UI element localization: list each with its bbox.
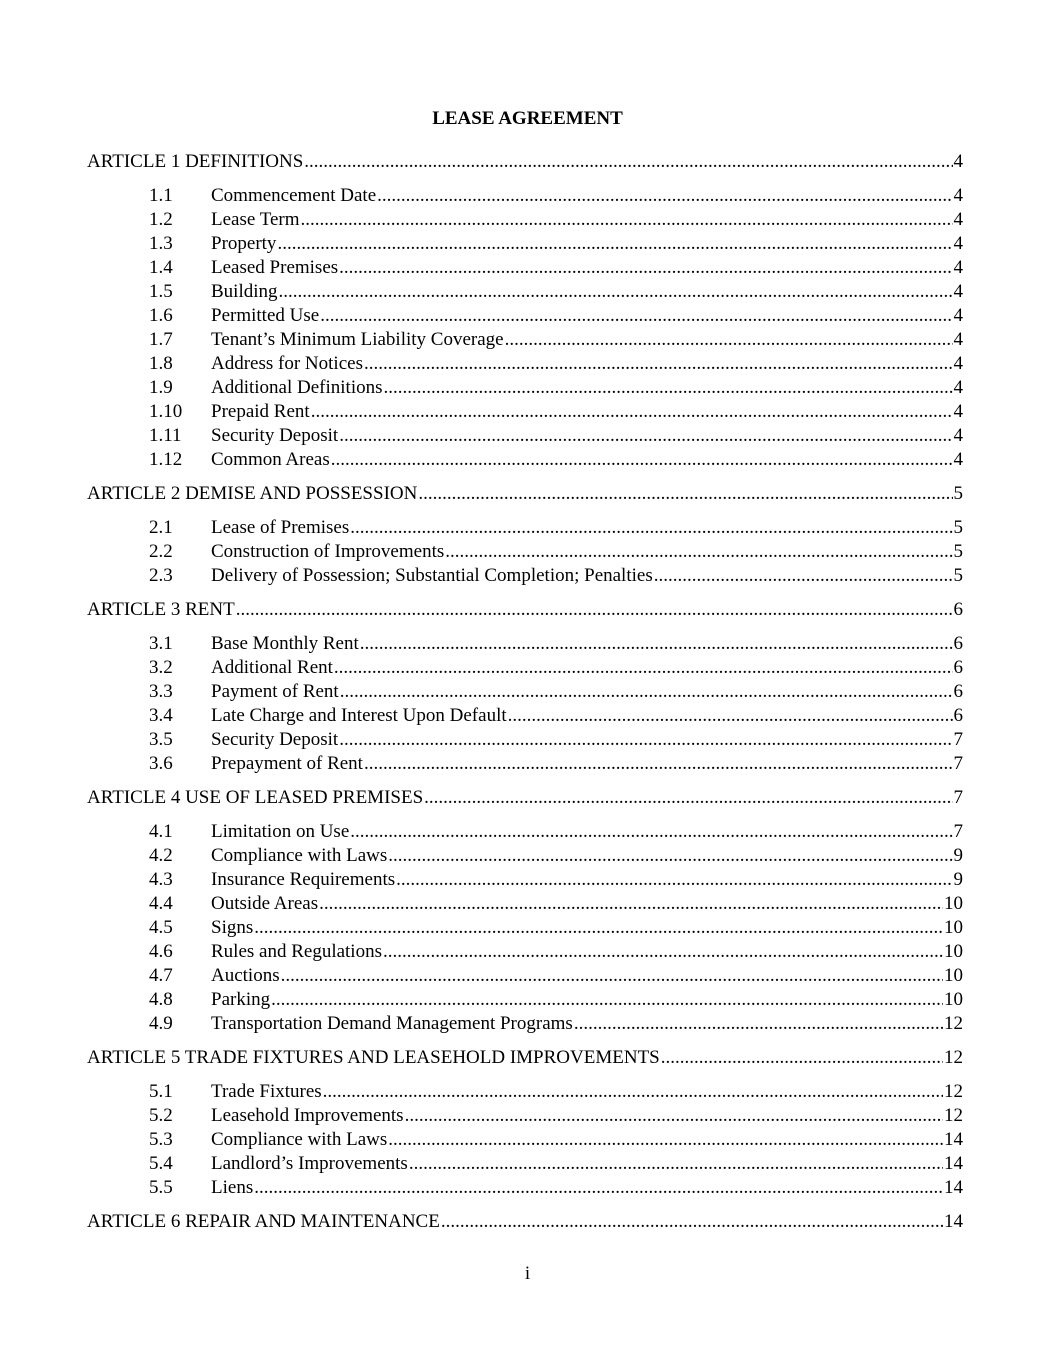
toc-section-number: 1.5 [149, 281, 173, 302]
toc-section-number: 1.11 [149, 425, 182, 446]
toc-section-entry[interactable] [87, 280, 963, 304]
dot-leader [254, 1176, 943, 1200]
dot-leader [281, 964, 943, 988]
toc-article-label: ARTICLE 6 REPAIR AND MAINTENANCE [87, 1211, 440, 1232]
toc-section-entry[interactable] [87, 632, 963, 656]
toc-page-number: 6 [953, 657, 963, 678]
toc-section-number: 4.3 [149, 869, 173, 890]
toc-section-label: Rules and Regulations [211, 941, 382, 962]
toc-page-number: 4 [953, 185, 963, 206]
toc-page-number: 12 [944, 1047, 963, 1068]
toc-section-label: Landlord’s Improvements [211, 1153, 408, 1174]
toc-section-number: 1.6 [149, 305, 173, 326]
dot-leader [279, 280, 953, 304]
dot-leader [254, 916, 943, 940]
toc-page-number: 4 [953, 329, 963, 350]
dot-leader [331, 448, 953, 472]
toc-section-number: 4.6 [149, 941, 173, 962]
toc-page-number: 14 [944, 1177, 963, 1198]
toc-section-label: Leased Premises [211, 257, 339, 278]
toc-page-number: 6 [953, 599, 963, 620]
toc-page-number: 10 [944, 965, 963, 986]
toc-section-label: Tenant’s Minimum Liability Coverage [211, 329, 504, 350]
toc-section-entry[interactable] [87, 376, 963, 400]
toc-section-entry[interactable] [87, 208, 963, 232]
toc-page-number: 12 [944, 1081, 963, 1102]
toc-section-label: Base Monthly Rent [211, 633, 359, 654]
dot-leader [384, 376, 953, 400]
toc-page-number: 4 [953, 353, 963, 374]
toc-section-entry[interactable] [87, 680, 963, 704]
dot-leader [334, 656, 953, 680]
toc-page-number: 14 [944, 1211, 963, 1232]
toc-section-label: Additional Definitions [211, 377, 383, 398]
toc-section-entry[interactable] [87, 256, 963, 280]
toc-article-entry[interactable] [87, 1046, 963, 1070]
toc-section-number: 2.1 [149, 517, 173, 538]
toc-page-number: 5 [953, 541, 963, 562]
dot-leader [339, 728, 952, 752]
document-title: LEASE AGREEMENT [432, 108, 623, 129]
toc-page-number: 7 [953, 753, 963, 774]
dot-leader [323, 1080, 943, 1104]
toc-section-number: 4.9 [149, 1013, 173, 1034]
dot-leader [304, 150, 952, 174]
toc-section-label: Compliance with Laws [211, 845, 388, 866]
toc-section-entry[interactable] [87, 844, 963, 868]
toc-section-label: Additional Rent [211, 657, 333, 678]
toc-page-number: 6 [953, 681, 963, 702]
toc-page-number: 7 [953, 729, 963, 750]
toc-section-entry[interactable] [87, 1080, 963, 1104]
toc-page-number: 10 [944, 989, 963, 1010]
toc-section-label: Security Deposit [211, 729, 339, 750]
toc-section-entry[interactable] [87, 656, 963, 680]
toc-page-number: 7 [953, 821, 963, 842]
toc-page-number: 10 [944, 917, 963, 938]
toc-section-label: Security Deposit [211, 425, 339, 446]
toc-page-number: 4 [953, 377, 963, 398]
toc-section-entry[interactable] [87, 868, 963, 892]
toc-section-label: Property [211, 233, 277, 254]
toc-section-number: 2.2 [149, 541, 173, 562]
toc-section-entry[interactable] [87, 1152, 963, 1176]
dot-leader [271, 988, 943, 1012]
toc-section-label: Building [211, 281, 278, 302]
toc-section-number: 1.4 [149, 257, 173, 278]
toc-section-number: 3.4 [149, 705, 173, 726]
dot-leader [364, 352, 953, 376]
dot-leader [383, 940, 943, 964]
toc-page-number: 4 [953, 151, 963, 172]
toc-section-entry[interactable] [87, 232, 963, 256]
toc-section-entry[interactable] [87, 916, 963, 940]
dot-leader [409, 1152, 943, 1176]
toc-page-number: 9 [953, 869, 963, 890]
toc-page-number: 4 [953, 233, 963, 254]
dot-leader [277, 232, 952, 256]
toc-section-number: 1.1 [149, 185, 173, 206]
dot-leader [340, 680, 953, 704]
toc-section-label: Delivery of Possession; Substantial Completion; Penalties [211, 565, 653, 586]
toc-section-label: Lease of Premises [211, 517, 350, 538]
toc-section-label: Outside Areas [211, 893, 319, 914]
toc-section-entry[interactable] [87, 752, 963, 776]
toc-section-number: 5.1 [149, 1081, 173, 1102]
toc-page-number: 4 [953, 305, 963, 326]
dot-leader [396, 868, 952, 892]
toc-section-entry[interactable] [87, 352, 963, 376]
toc-section-entry[interactable] [87, 964, 963, 988]
toc-section-label: Leasehold Improvements [211, 1105, 404, 1126]
toc-section-label: Prepayment of Rent [211, 753, 363, 774]
toc-section-number: 5.5 [149, 1177, 173, 1198]
dot-leader [418, 482, 952, 506]
toc-section-label: Trade Fixtures [211, 1081, 322, 1102]
toc-section-label: Prepaid Rent [211, 401, 310, 422]
dot-leader [424, 786, 952, 810]
toc-section-entry[interactable] [87, 540, 963, 564]
dot-leader [364, 752, 953, 776]
toc-section-entry[interactable] [87, 184, 963, 208]
toc-section-label: Lease Term [211, 209, 300, 230]
dot-leader [388, 1128, 943, 1152]
toc-section-label: Late Charge and Interest Upon Default [211, 705, 507, 726]
toc-section-number: 1.3 [149, 233, 173, 254]
toc-section-number: 5.2 [149, 1105, 173, 1126]
toc-section-number: 3.6 [149, 753, 173, 774]
dot-leader [360, 632, 953, 656]
toc-article-label: ARTICLE 4 USE OF LEASED PREMISES [87, 787, 424, 808]
toc-section-entry[interactable] [87, 1128, 963, 1152]
toc-section-label: Limitation on Use [211, 821, 350, 842]
toc-page-number: 10 [944, 941, 963, 962]
toc-section-entry[interactable] [87, 328, 963, 352]
toc-article-label: ARTICLE 1 DEFINITIONS [87, 151, 304, 172]
toc-section-number: 1.9 [149, 377, 173, 398]
toc-section-number: 3.2 [149, 657, 173, 678]
dot-leader [339, 424, 952, 448]
toc-page-number: 14 [944, 1153, 963, 1174]
toc-section-label: Construction of Improvements [211, 541, 445, 562]
toc-section-label: Commencement Date [211, 185, 377, 206]
dot-leader [661, 1046, 943, 1070]
toc-page-number: 5 [953, 483, 963, 504]
toc-page-number: 4 [953, 401, 963, 422]
toc-section-entry[interactable] [87, 424, 963, 448]
toc-section-number: 1.10 [149, 401, 183, 422]
dot-leader [405, 1104, 943, 1128]
toc-section-number: 4.4 [149, 893, 173, 914]
dot-leader [350, 516, 952, 540]
toc-section-entry[interactable] [87, 1012, 963, 1036]
toc-page-number: 10 [944, 893, 963, 914]
toc-section-entry[interactable] [87, 564, 963, 588]
toc-section-label: Permitted Use [211, 305, 320, 326]
toc-section-label: Common Areas [211, 449, 330, 470]
toc-section-number: 3.3 [149, 681, 173, 702]
toc-section-label: Liens [211, 1177, 254, 1198]
toc-section-entry[interactable] [87, 704, 963, 728]
toc-section-number: 4.8 [149, 989, 173, 1010]
dot-leader [311, 400, 953, 424]
table-of-contents [87, 150, 963, 1244]
toc-section-entry[interactable] [87, 728, 963, 752]
toc-section-entry[interactable] [87, 448, 963, 472]
toc-section-label: Address for Notices [211, 353, 363, 374]
toc-section-number: 4.7 [149, 965, 173, 986]
toc-section-entry[interactable] [87, 304, 963, 328]
toc-section-number: 3.1 [149, 633, 173, 654]
toc-section-entry[interactable] [87, 940, 963, 964]
toc-section-number: 1.2 [149, 209, 173, 230]
toc-section-entry[interactable] [87, 1176, 963, 1200]
page-number: i [524, 1263, 531, 1284]
dot-leader [654, 564, 953, 588]
toc-page-number: 4 [953, 425, 963, 446]
toc-section-entry[interactable] [87, 988, 963, 1012]
toc-section-number: 3.5 [149, 729, 173, 750]
toc-section-number: 2.3 [149, 565, 173, 586]
dot-leader [441, 1210, 943, 1234]
toc-page-number: 14 [944, 1129, 963, 1150]
toc-article-entry[interactable] [87, 150, 963, 174]
toc-section-number: 1.8 [149, 353, 173, 374]
dot-leader [508, 704, 953, 728]
dot-leader [236, 598, 953, 622]
toc-section-label: Auctions [211, 965, 280, 986]
toc-page-number: 12 [944, 1105, 963, 1126]
toc-section-entry[interactable] [87, 892, 963, 916]
dot-leader [320, 304, 952, 328]
toc-article-entry[interactable] [87, 482, 963, 506]
toc-page-number: 5 [953, 517, 963, 538]
toc-section-label: Insurance Requirements [211, 869, 396, 890]
toc-article-entry[interactable] [87, 786, 963, 810]
toc-page-number: 6 [953, 705, 963, 726]
dot-leader [377, 184, 952, 208]
toc-section-label: Transportation Demand Management Programs [211, 1013, 573, 1034]
dot-leader [319, 892, 943, 916]
toc-article-entry[interactable] [87, 598, 963, 622]
toc-article-entry[interactable] [87, 1210, 963, 1234]
dot-leader [505, 328, 953, 352]
dot-leader [301, 208, 953, 232]
toc-article-label: ARTICLE 2 DEMISE AND POSSESSION [87, 483, 418, 504]
dot-leader [350, 820, 952, 844]
toc-article-label: ARTICLE 5 TRADE FIXTURES AND LEASEHOLD IMPROVEMENTS [87, 1047, 660, 1068]
toc-page-number: 4 [953, 281, 963, 302]
toc-page-number: 6 [953, 633, 963, 654]
toc-page-number: 12 [944, 1013, 963, 1034]
toc-page-number: 7 [953, 787, 963, 808]
toc-page-number: 4 [953, 209, 963, 230]
toc-section-number: 5.3 [149, 1129, 173, 1150]
toc-page-number: 5 [953, 565, 963, 586]
toc-section-label: Parking [211, 989, 271, 1010]
dot-leader [445, 540, 952, 564]
toc-section-number: 4.1 [149, 821, 173, 842]
dot-leader [574, 1012, 943, 1036]
dot-leader [339, 256, 952, 280]
toc-section-number: 4.2 [149, 845, 173, 866]
dot-leader [388, 844, 952, 868]
toc-section-entry[interactable] [87, 820, 963, 844]
toc-section-number: 1.7 [149, 329, 173, 350]
toc-section-entry[interactable] [87, 1104, 963, 1128]
toc-section-entry[interactable] [87, 516, 963, 540]
toc-section-number: 4.5 [149, 917, 173, 938]
toc-section-label: Compliance with Laws [211, 1129, 388, 1150]
toc-page-number: 4 [953, 257, 963, 278]
toc-page-number: 9 [953, 845, 963, 866]
toc-section-entry[interactable] [87, 400, 963, 424]
toc-page-number: 4 [953, 449, 963, 470]
toc-section-label: Signs [211, 917, 254, 938]
toc-article-label: ARTICLE 3 RENT [87, 599, 235, 620]
toc-section-number: 1.12 [149, 449, 183, 470]
toc-section-number: 5.4 [149, 1153, 173, 1174]
toc-section-label: Payment of Rent [211, 681, 339, 702]
